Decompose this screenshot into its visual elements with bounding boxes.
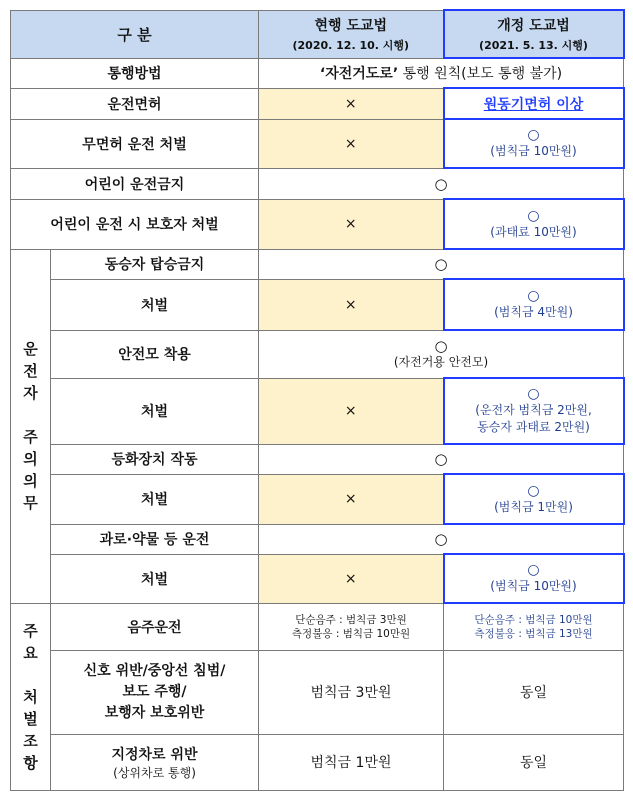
helmet-value [259, 330, 624, 378]
side-char: 벌 [23, 709, 38, 728]
revised-value [444, 603, 624, 650]
side-char: 요 [23, 643, 38, 662]
traffic-method-rest: 통행 원칙(보도 통행 불가) [398, 66, 563, 82]
helmet-note: (자전거용 안전모) [393, 354, 489, 369]
circle-mark: ○ [259, 524, 624, 554]
side-char: 전 [23, 362, 38, 380]
circle-mark: ○ [527, 207, 540, 224]
revised-line1: 단순음주 : 범칙금 10만원 [474, 613, 593, 626]
regulation-comparison-table [10, 9, 623, 801]
revised-value [444, 554, 624, 603]
row-lane [11, 734, 624, 790]
circle-mark: ○ [434, 336, 448, 355]
row-child-ban [11, 168, 624, 199]
row-label: 안전모 착용 [51, 330, 259, 378]
row-lights-penalty [11, 474, 624, 524]
current-value: 범칙금 3만원 [259, 650, 444, 734]
main-penalties-side-label [11, 603, 51, 790]
revised-text: (범칙금 10만원) [490, 144, 577, 158]
row-label: 어린이 운전 시 보호자 처벌 [11, 199, 259, 249]
header-category: 구 분 [11, 10, 259, 58]
side-char: 항 [23, 753, 38, 772]
circle-mark: ○ [259, 249, 624, 279]
label-line3: 보행자 보호위반 [104, 704, 205, 721]
row-label: 처벌 [51, 279, 259, 330]
header-row [11, 10, 624, 58]
current-value: × [259, 279, 444, 330]
revised-value [444, 279, 624, 330]
side-char: 조 [23, 731, 38, 750]
circle-mark: ○ [527, 127, 540, 143]
row-label: 어린이 운전금지 [11, 168, 259, 199]
row-passenger [11, 249, 624, 279]
row-traffic-method [11, 58, 624, 88]
circle-mark: ○ [527, 386, 540, 402]
current-value: × [259, 88, 444, 119]
revised-value: 동일 [444, 734, 624, 790]
side-char: 의 [23, 472, 38, 490]
revised-text-line2: 동승자 과태료 2만원) [477, 420, 590, 434]
side-gap [11, 404, 50, 426]
current-value: × [259, 554, 444, 603]
circle-mark: ○ [527, 562, 540, 578]
current-value [259, 603, 444, 650]
row-label: 동승자 탑승금지 [51, 249, 259, 279]
label-line2: 보도 주행/ [122, 683, 187, 700]
row-overwork [11, 524, 624, 554]
revised-text: (범칙금 4만원) [494, 305, 573, 319]
side-gap [11, 664, 50, 686]
license-requirement: 원동기면허 이상 [483, 96, 584, 113]
revised-text: (범칙금 10만원) [490, 579, 577, 593]
current-value: × [259, 119, 444, 168]
side-char: 주 [23, 428, 38, 446]
side-char: 자 [23, 384, 38, 402]
current-value: × [259, 474, 444, 524]
row-label: 처벌 [51, 378, 259, 444]
current-value: × [259, 378, 444, 444]
current-line2: 측정불응 : 범칙금 10만원 [291, 627, 411, 640]
current-value: 범칙금 1만원 [259, 734, 444, 790]
row-label [51, 650, 259, 734]
traffic-method-em: ‘자전거도로’ [319, 66, 399, 82]
row-label: 처벌 [51, 554, 259, 603]
row-overwork-penalty [11, 554, 624, 603]
label-sub: (상위차로 통행) [113, 765, 196, 780]
revised-text: (범칙금 1만원) [494, 499, 573, 514]
current-law-title: 현행 도교법 [314, 18, 388, 34]
side-char: 주 [23, 621, 38, 640]
row-label: 무면허 운전 처벌 [11, 119, 259, 168]
circle-mark: ○ [527, 288, 540, 304]
circle-mark: ○ [259, 168, 624, 199]
row-helmet-penalty [11, 378, 624, 444]
label-line1: 신호 위반/중앙선 침범/ [83, 662, 226, 679]
revised-law-title: 개정 도교법 [497, 18, 570, 34]
row-label: 음주운전 [51, 603, 259, 650]
row-label [51, 734, 259, 790]
side-char: 무 [23, 494, 38, 512]
row-label: 과로·약물 등 운전 [51, 524, 259, 554]
traffic-method-value [259, 58, 624, 88]
revised-value [444, 88, 624, 119]
revised-text: (과태료 10만원) [490, 224, 577, 239]
row-unlicensed [11, 119, 624, 168]
row-label: 운전면허 [11, 88, 259, 119]
row-drunk [11, 603, 624, 650]
row-label: 등화장치 작동 [51, 444, 259, 474]
current-law-date: (2020. 12. 10. 시행) [292, 39, 410, 52]
label-main: 지정차로 위반 [111, 746, 198, 763]
header-current [259, 10, 444, 58]
revised-law-date: (2021. 5. 13. 시행) [479, 39, 588, 52]
circle-mark: ○ [259, 444, 624, 474]
row-helmet [11, 330, 624, 378]
row-guardian [11, 199, 624, 249]
revised-value [444, 119, 624, 168]
current-line1: 단순음주 : 범칙금 3만원 [295, 613, 407, 626]
side-char: 처 [23, 687, 38, 706]
row-lights [11, 444, 624, 474]
row-label: 통행방법 [11, 58, 259, 88]
driver-duty-side-label [11, 249, 51, 603]
row-passenger-penalty [11, 279, 624, 330]
revised-value [444, 378, 624, 444]
side-char: 운 [23, 340, 38, 358]
side-char: 의 [23, 450, 38, 468]
revised-line2: 측정불응 : 범칙금 13만원 [474, 627, 593, 640]
header-revised [444, 10, 624, 58]
current-value: × [259, 199, 444, 249]
circle-mark: ○ [527, 482, 540, 499]
row-signal [11, 650, 624, 734]
row-license [11, 88, 624, 119]
revised-value [444, 199, 624, 249]
revised-value: 동일 [444, 650, 624, 734]
revised-text-line1: (운전자 범칙금 2만원, [475, 403, 592, 417]
row-label: 처벌 [51, 474, 259, 524]
revised-value [444, 474, 624, 524]
